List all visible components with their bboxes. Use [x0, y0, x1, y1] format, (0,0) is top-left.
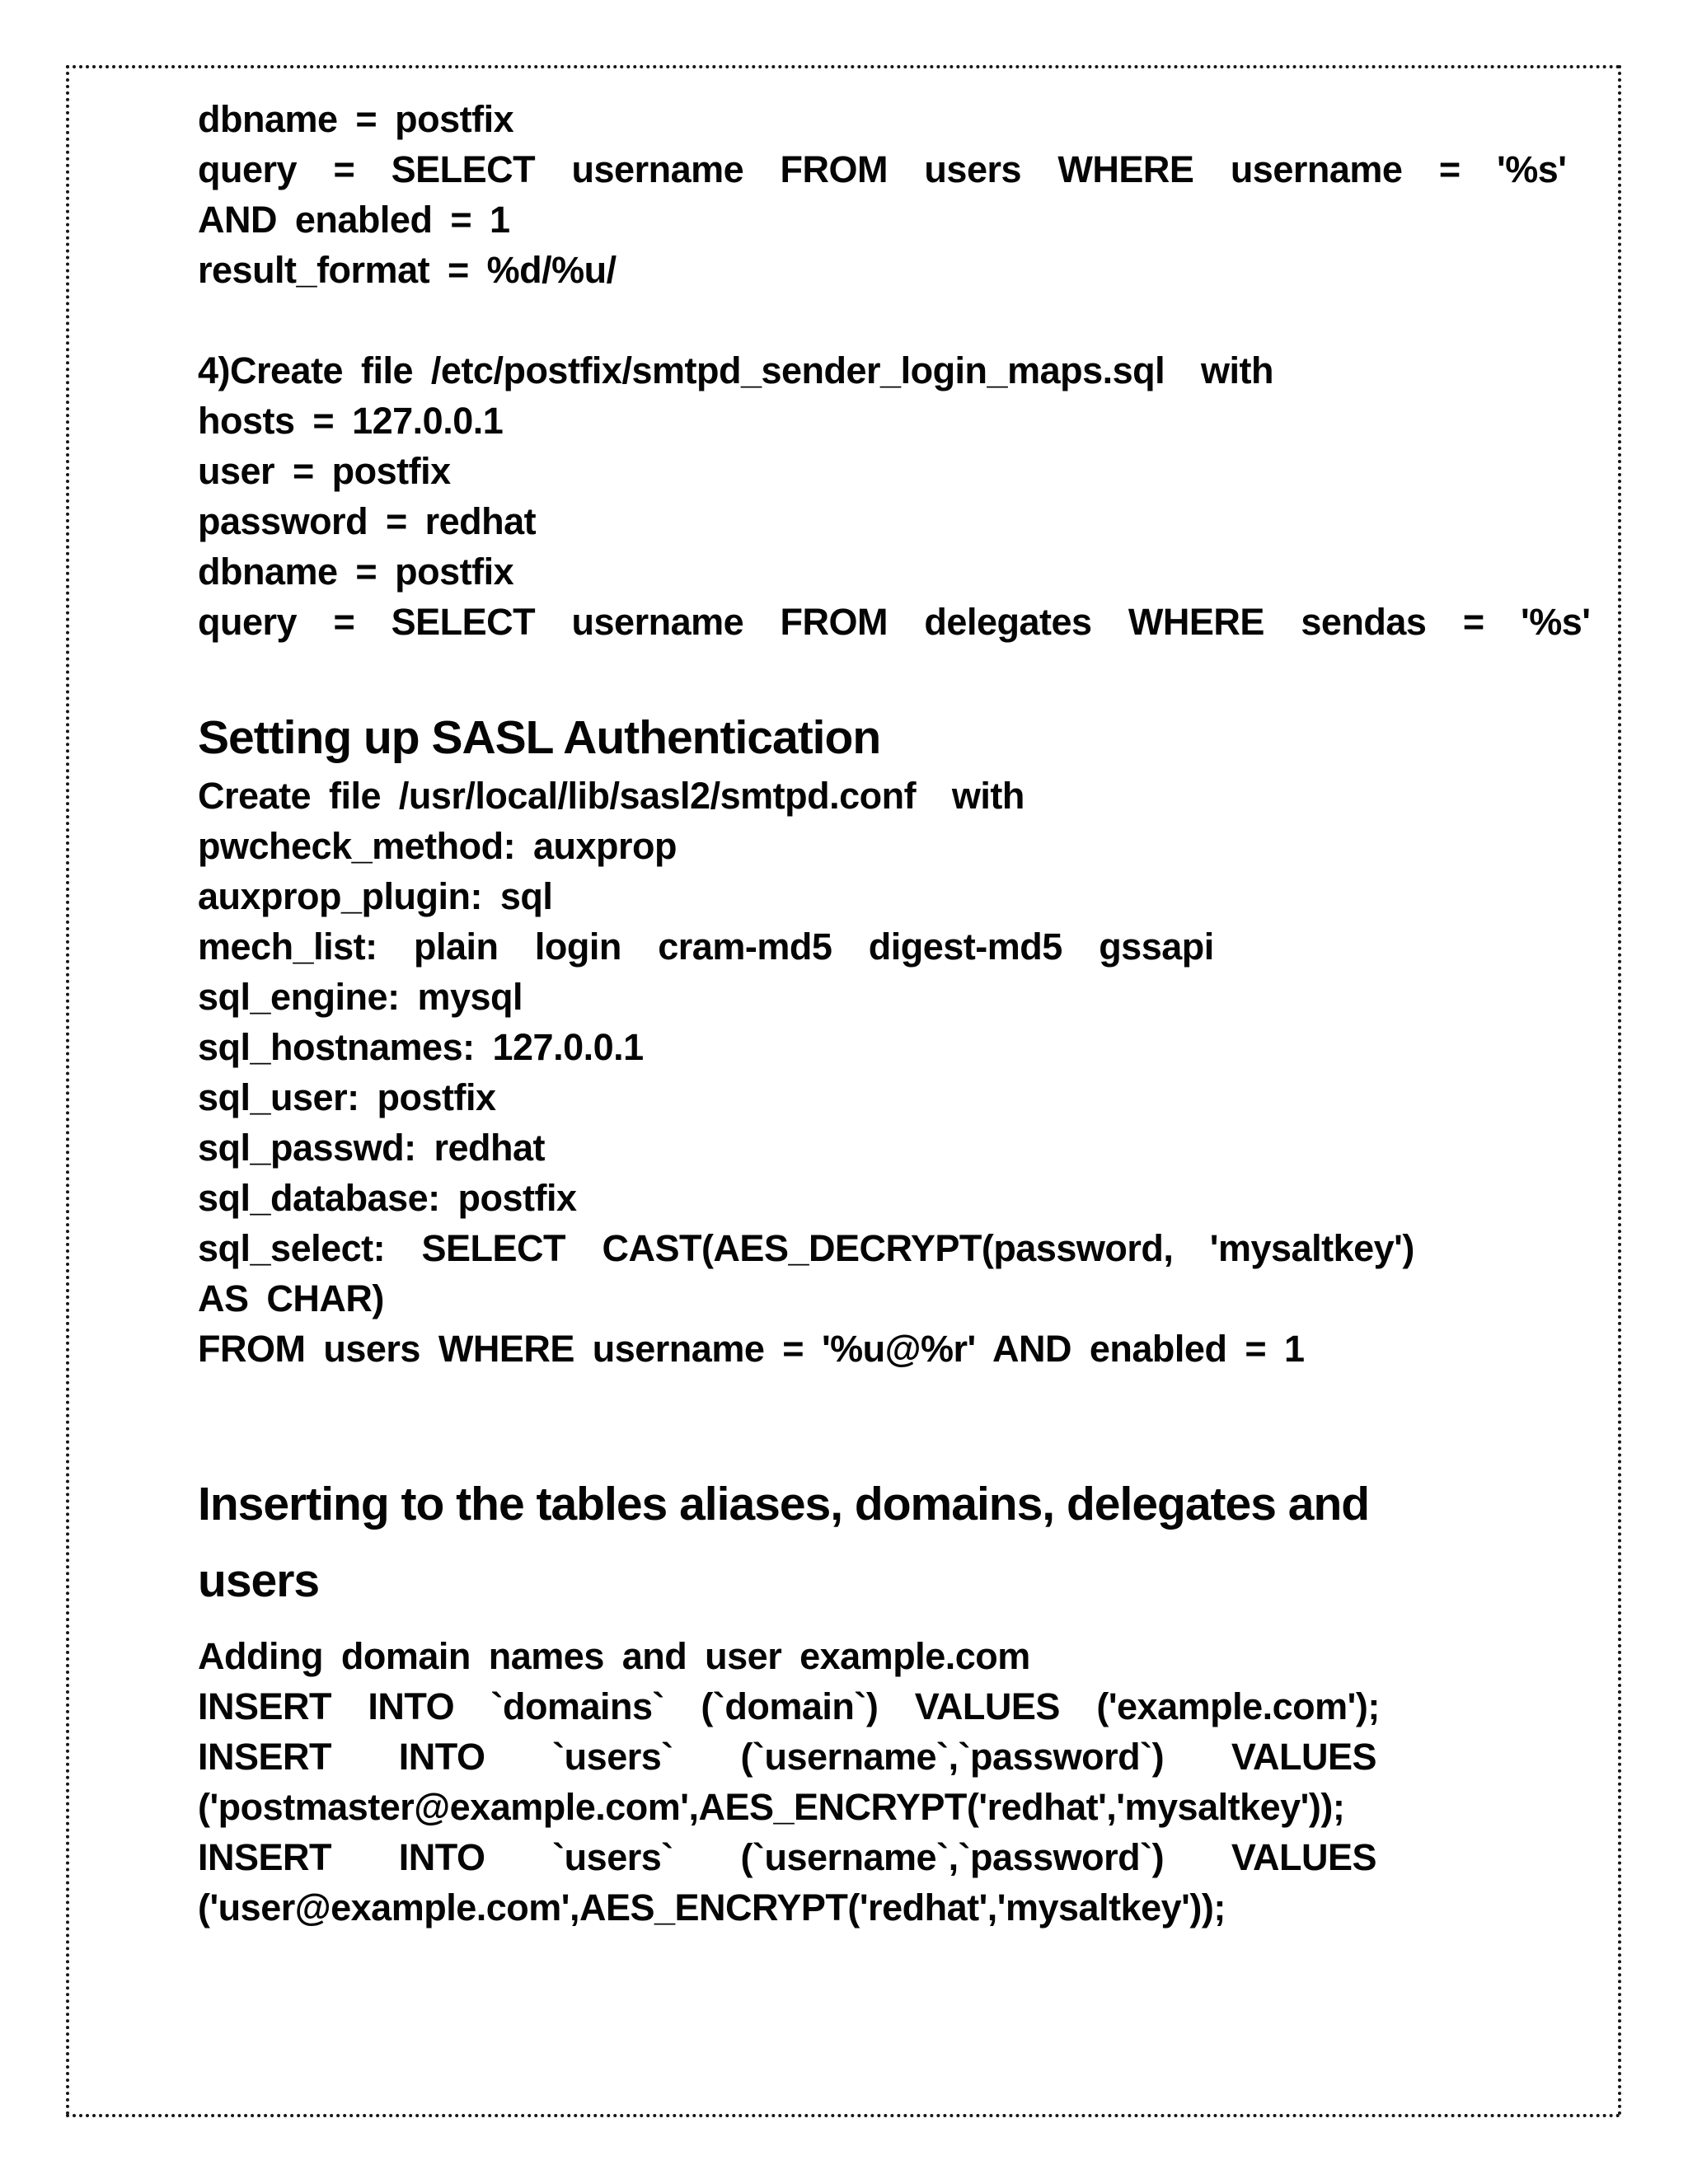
- heading-inserting-line1: Inserting to the tables aliases, domains, delegates and: [198, 1478, 1370, 1530]
- config-line-result-format: result_format = %d/%u/: [198, 249, 617, 291]
- heading-sasl-authentication: Setting up SASL Authentication: [198, 711, 881, 764]
- sasl-line-sql-database: sql_database: postfix: [198, 1177, 577, 1219]
- subheading-adding-domains: Adding domain names and user example.com: [198, 1635, 1030, 1677]
- sql-insert-users-2-tuple: ('user@example.com',AES_ENCRYPT('redhat','mysaltkey'));: [198, 1886, 1226, 1929]
- sasl-line-sql-select: sql_select: SELECT CAST(AES_DECRYPT(password, 'mysaltkey'): [198, 1227, 1414, 1269]
- config-line-query-delegates: query = SELECT username FROM delegates WHERE sendas = '%s': [198, 601, 1591, 643]
- sasl-line-sql-engine: sql_engine: mysql: [198, 976, 523, 1018]
- page-content: [198, 94, 1591, 1933]
- blank-line: [198, 295, 1459, 345]
- config-line-password: password = redhat: [198, 500, 537, 542]
- sasl-line-pwcheck-method: pwcheck_method: auxprop: [198, 825, 678, 867]
- sasl-line-sql-hostnames: sql_hostnames: 127.0.0.1: [198, 1026, 644, 1068]
- sql-insert-users-1-values: INSERT INTO `users` (`username`,`password`) VALUES: [198, 1736, 1377, 1778]
- heading-inserting-line2: users: [198, 1554, 320, 1607]
- sql-insert-users-1-tuple: ('postmaster@example.com',AES_ENCRYPT('redhat','mysaltkey'));: [198, 1786, 1345, 1828]
- sasl-line-auxprop-plugin: auxprop_plugin: sql: [198, 875, 553, 917]
- config-line-query-users: query = SELECT username FROM users WHERE username = '%s': [198, 148, 1567, 190]
- sql-insert-users-2-values: INSERT INTO `users` (`username`,`password`) VALUES: [198, 1836, 1377, 1878]
- config-line-dbname: dbname = postfix: [198, 98, 514, 140]
- config-line-hosts: hosts = 127.0.0.1: [198, 400, 504, 442]
- sasl-create-file-line: Create file /usr/local/lib/sasl2/smtpd.conf with: [198, 775, 1025, 817]
- config-line-dbname2: dbname = postfix: [198, 551, 514, 593]
- sql-insert-domains: INSERT INTO `domains` (`domain`) VALUES ('example.com');: [198, 1685, 1380, 1727]
- config-line-user: user = postfix: [198, 450, 451, 492]
- heading-inserting-tables: [198, 1466, 1459, 1619]
- step4-create-file-line: 4)Create file /etc/postfix/smtpd_sender_login_maps.sql with: [198, 349, 1273, 391]
- sasl-line-mech-list: mech_list: plain login cram-md5 digest-md5 gssapi: [198, 926, 1214, 968]
- sasl-line-sql-passwd: sql_passwd: redhat: [198, 1127, 546, 1169]
- config-line-and-enabled: AND enabled = 1: [198, 199, 510, 241]
- sasl-line-from-users-where: FROM users WHERE username = '%u@%r' AND enabled = 1: [198, 1328, 1305, 1370]
- sasl-line-as-char: AS CHAR): [198, 1277, 384, 1319]
- sasl-line-sql-user: sql_user: postfix: [198, 1076, 496, 1118]
